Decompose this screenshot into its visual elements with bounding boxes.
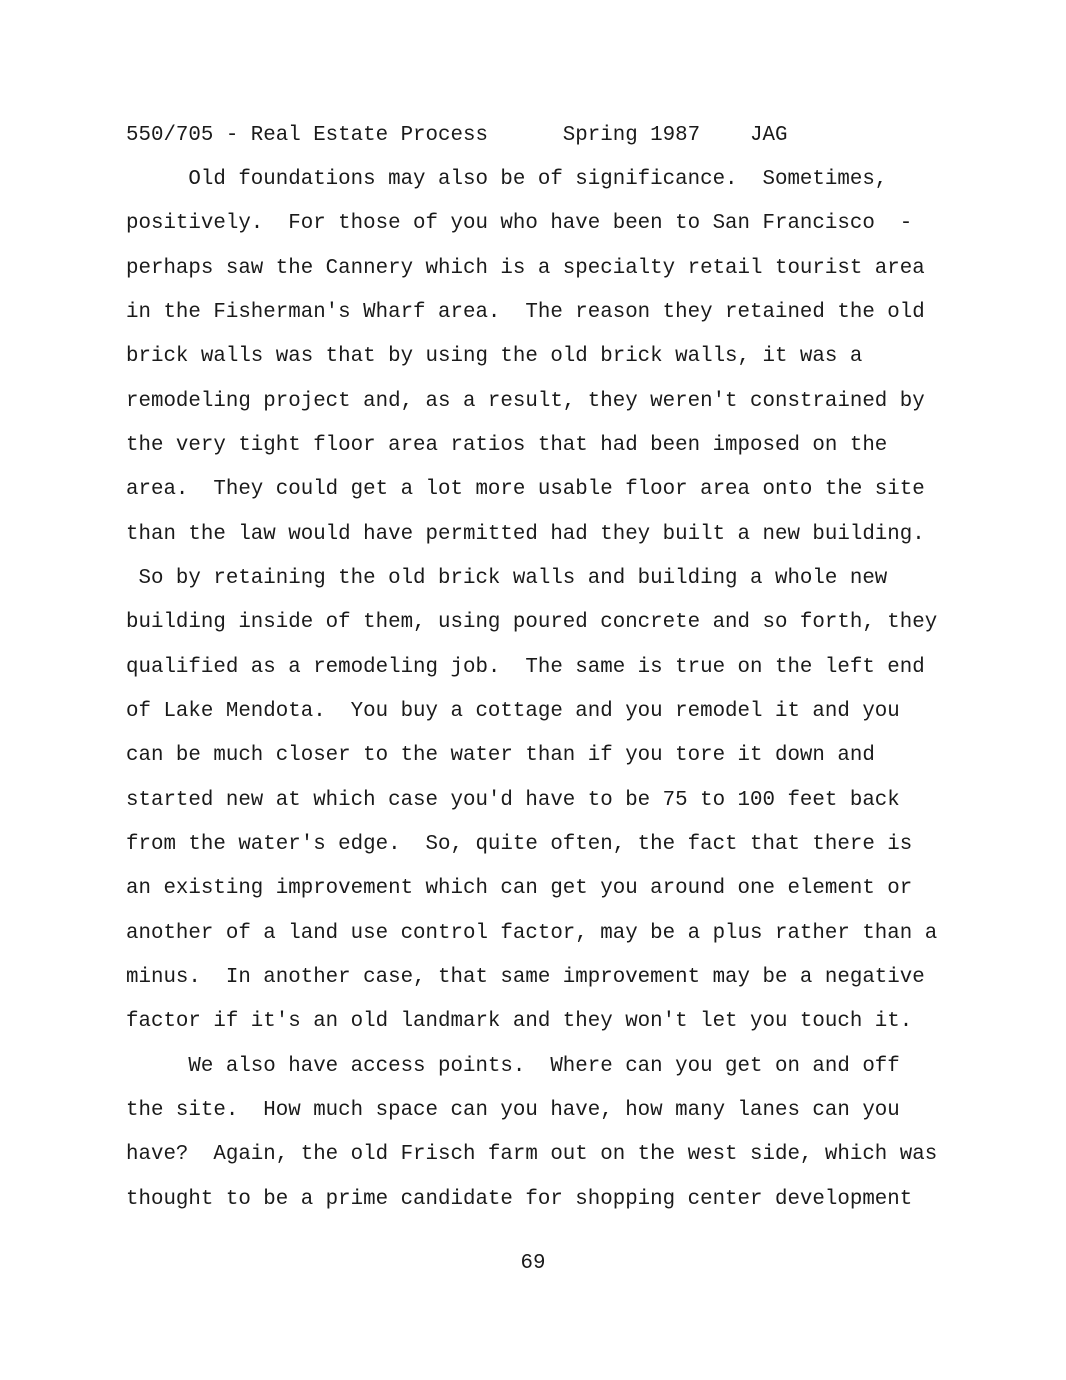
text-line: thought to be a prime candidate for shopping center development [126,1188,913,1211]
text-line: in the Fisherman's Wharf area. The reason they retained the old [126,301,925,324]
text-line: than the law would have permitted had they built a new building. [126,523,925,546]
text-line: the very tight floor area ratios that had been imposed on the [126,434,888,457]
page-number: 69 [520,1252,546,1275]
text-line: have? Again, the old Frisch farm out on the west side, which was [126,1143,938,1166]
text-line: an existing improvement which can get you around one element or [126,877,913,900]
text-line: remodeling project and, as a result, they weren't constrained by [126,390,925,413]
text-line: the site. How much space can you have, how many lanes can you [126,1099,900,1122]
text-line: factor if it's an old landmark and they won't let you touch it. [126,1010,913,1033]
text-line: can be much closer to the water than if you tore it down and [126,744,875,767]
text-line: brick walls was that by using the old brick walls, it was a [126,345,863,368]
text-line: started new at which case you'd have to be 75 to 100 feet back [126,789,900,812]
text-line: qualified as a remodeling job. The same is true on the left end [126,656,925,679]
text-line: from the water's edge. So, quite often, the fact that there is [126,833,913,856]
text-line: minus. In another case, that same improvement may be a negative [126,966,925,989]
text-line: positively. For those of you who have been to San Francisco - [126,212,913,235]
text-line: of Lake Mendota. You buy a cottage and you remodel it and you [126,700,900,723]
page-header: 550/705 - Real Estate Process Spring 1987 JAG [126,124,788,147]
text-line: building inside of them, using poured concrete and so forth, they [126,611,938,634]
text-line: perhaps saw the Cannery which is a specialty retail tourist area [126,257,925,280]
text-line: area. They could get a lot more usable floor area onto the site [126,478,925,501]
text-line: another of a land use control factor, may be a plus rather than a [126,922,938,945]
text-line: Old foundations may also be of significance. Sometimes, [126,168,888,191]
text-line: We also have access points. Where can you get on and off [126,1055,900,1078]
text-line: So by retaining the old brick walls and building a whole new [126,567,888,590]
